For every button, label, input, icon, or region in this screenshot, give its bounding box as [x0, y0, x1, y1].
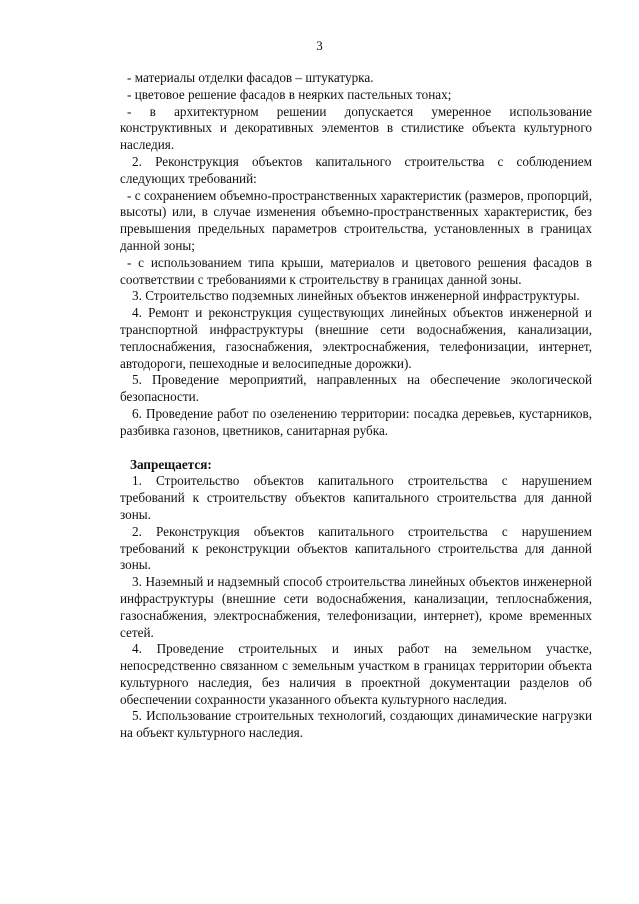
- paragraph: 2. Реконструкция объектов капитального строительства с соблюдением следующих требований:: [120, 153, 592, 186]
- paragraph: 1. Строительство объектов капитального строительства с нарушением требований к строительству объектов капитального строительства для данной зоны.: [120, 473, 592, 522]
- paragraph: - цветовое решение фасадов в неярких пастельных тонах;: [127, 86, 452, 102]
- document-body: [120, 70, 592, 742]
- paragraph: 4. Проведение строительных и иных работ на земельном участке, непосредственно связанном с земельным участком в границах территории объекта культурного наследия, без наличия в проектной документации разделов об обеспечении сохранности указанного объекта культурного наследия.: [120, 641, 592, 707]
- paragraph: - с сохранением объемно-пространственных характеристик (размеров, пропорций, высоты) или, в случае изменения объемно-пространственных характеристик, без превышения предельных параметров строительства, установленных в границах данной зоны;: [120, 187, 592, 253]
- paragraph: 5. Использование строительных технологий, создающих динамические нагрузки на объект культурного наследия.: [120, 708, 592, 741]
- paragraph: 4. Ремонт и реконструкция существующих линейных объектов инженерной и транспортной инфраструктуры (внешние сети водоснабжения, канализации, теплоснабжения, газоснабжения, электроснабжения, телефонизации, интернет, автодороги, пешеходные и велосипедные дорожки).: [120, 305, 592, 371]
- paragraph: - с использованием типа крыши, материалов и цветового решения фасадов в соответствии с требованиями к строительству в границах данной зоны.: [120, 254, 592, 287]
- paragraph: 5. Проведение мероприятий, направленных на обеспечение экологической безопасности.: [120, 372, 592, 405]
- paragraph: 6. Проведение работ по озеленению территории: посадка деревьев, кустарников, разбивка газонов, цветников, санитарная рубка.: [120, 405, 592, 438]
- section-heading: Запрещается:: [130, 456, 212, 472]
- paragraph: - в архитектурном решении допускается умеренное использование конструктивных и декоративных элементов в стилистике объекта культурного наследия.: [120, 103, 592, 153]
- page-number: 3: [316, 38, 323, 53]
- paragraph: 2. Реконструкция объектов капитального строительства с нарушением требований к реконструкции объектов капитального строительства для данной зоны.: [120, 523, 592, 573]
- paragraph: 3. Наземный и надземный способ строительства линейных объектов инженерной инфраструктуры (внешние сети водоснабжения, канализации, теплоснабжения, газоснабжения, электроснабжения, телефонизации, интернет), кроме временных сетей.: [120, 574, 592, 640]
- paragraph: - материалы отделки фасадов – штукатурка.: [127, 70, 374, 85]
- paragraph: 3. Строительство подземных линейных объектов инженерной инфраструктуры.: [132, 288, 580, 304]
